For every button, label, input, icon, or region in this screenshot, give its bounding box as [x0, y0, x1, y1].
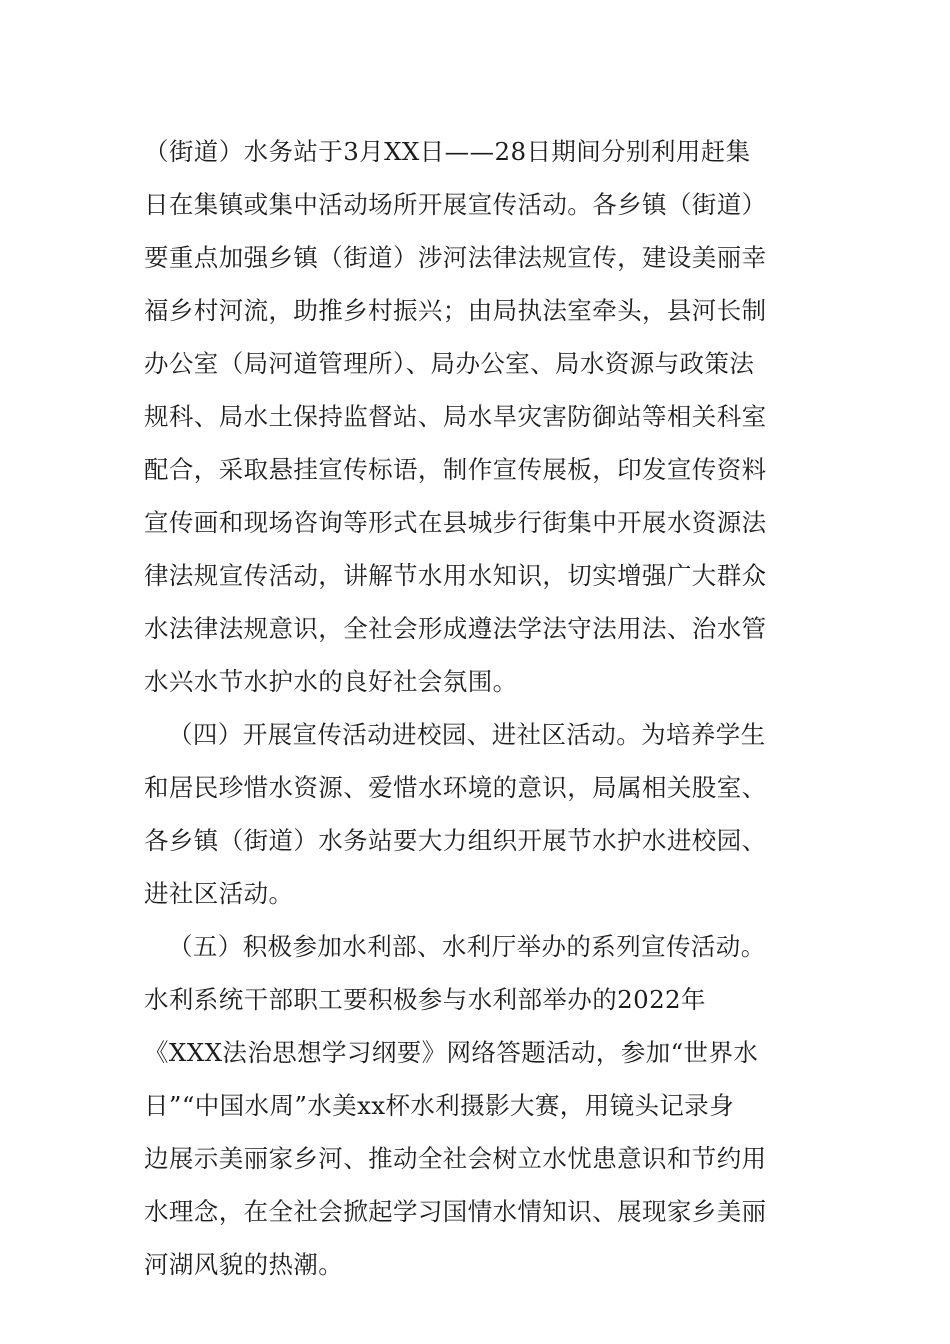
text-line: 边展示美丽家乡河、推动全社会树立水忧患意识和节约用: [144, 1144, 767, 1173]
text-line: 日在集镇或集中活动场所开展宣传活动。各乡镇（街道）: [144, 190, 767, 219]
text-line: 水兴水节水护水的良好社会氛围。: [144, 667, 518, 696]
text-line: 各乡镇（街道）水务站要大力组织开展节水护水进校园、: [144, 826, 767, 855]
text-line: 日”“中国水周”水美xx杯水利摄影大赛，用镜头记录身: [144, 1091, 735, 1120]
text-line: 和居民珍惜水资源、爱惜水环境的意识，局属相关股室、: [144, 773, 767, 802]
text-line: 水利系统干部职工要积极参与水利部举办的2022年: [144, 985, 706, 1014]
text-line: 规科、局水土保持监督站、局水旱灾害防御站等相关科室: [144, 402, 767, 431]
text-line: （街道）水务站于3月XX日——28日期间分别利用赶集: [144, 137, 751, 166]
text-line: 水法律法规意识，全社会形成遵法学法守法用法、治水管: [144, 614, 767, 643]
text-line: 进社区活动。: [144, 879, 294, 908]
paragraph-heading-five: （五）积极参加水利部、水利厅举办的系列宣传活动。: [168, 932, 766, 961]
text-line: 配合，采取悬挂宣传标语，制作宣传展板，印发宣传资料: [144, 455, 767, 484]
text-line: 河湖风貌的热潮。: [144, 1250, 344, 1279]
paragraph-heading-four: （四）开展宣传活动进校园、进社区活动。为培养学生: [168, 720, 766, 749]
text-line: 要重点加强乡镇（街道）涉河法律法规宣传，建设美丽幸: [144, 243, 767, 272]
text-line: 《XXX法治思想学习纲要》网络答题活动，参加“世界水: [144, 1038, 759, 1067]
text-line: 办公室（局河道管理所）、局办公室、局水资源与政策法: [144, 349, 755, 378]
text-line: 福乡村河流，助推乡村振兴；由局执法室牵头，县河长制: [144, 296, 767, 325]
text-line: 律法规宣传活动，讲解节水用水知识，切实增强广大群众: [144, 561, 767, 590]
text-line: 水理念，在全社会掀起学习国情水情知识、展现家乡美丽: [144, 1197, 767, 1226]
text-line: 宣传画和现场咨询等形式在县城步行街集中开展水资源法: [144, 508, 767, 537]
